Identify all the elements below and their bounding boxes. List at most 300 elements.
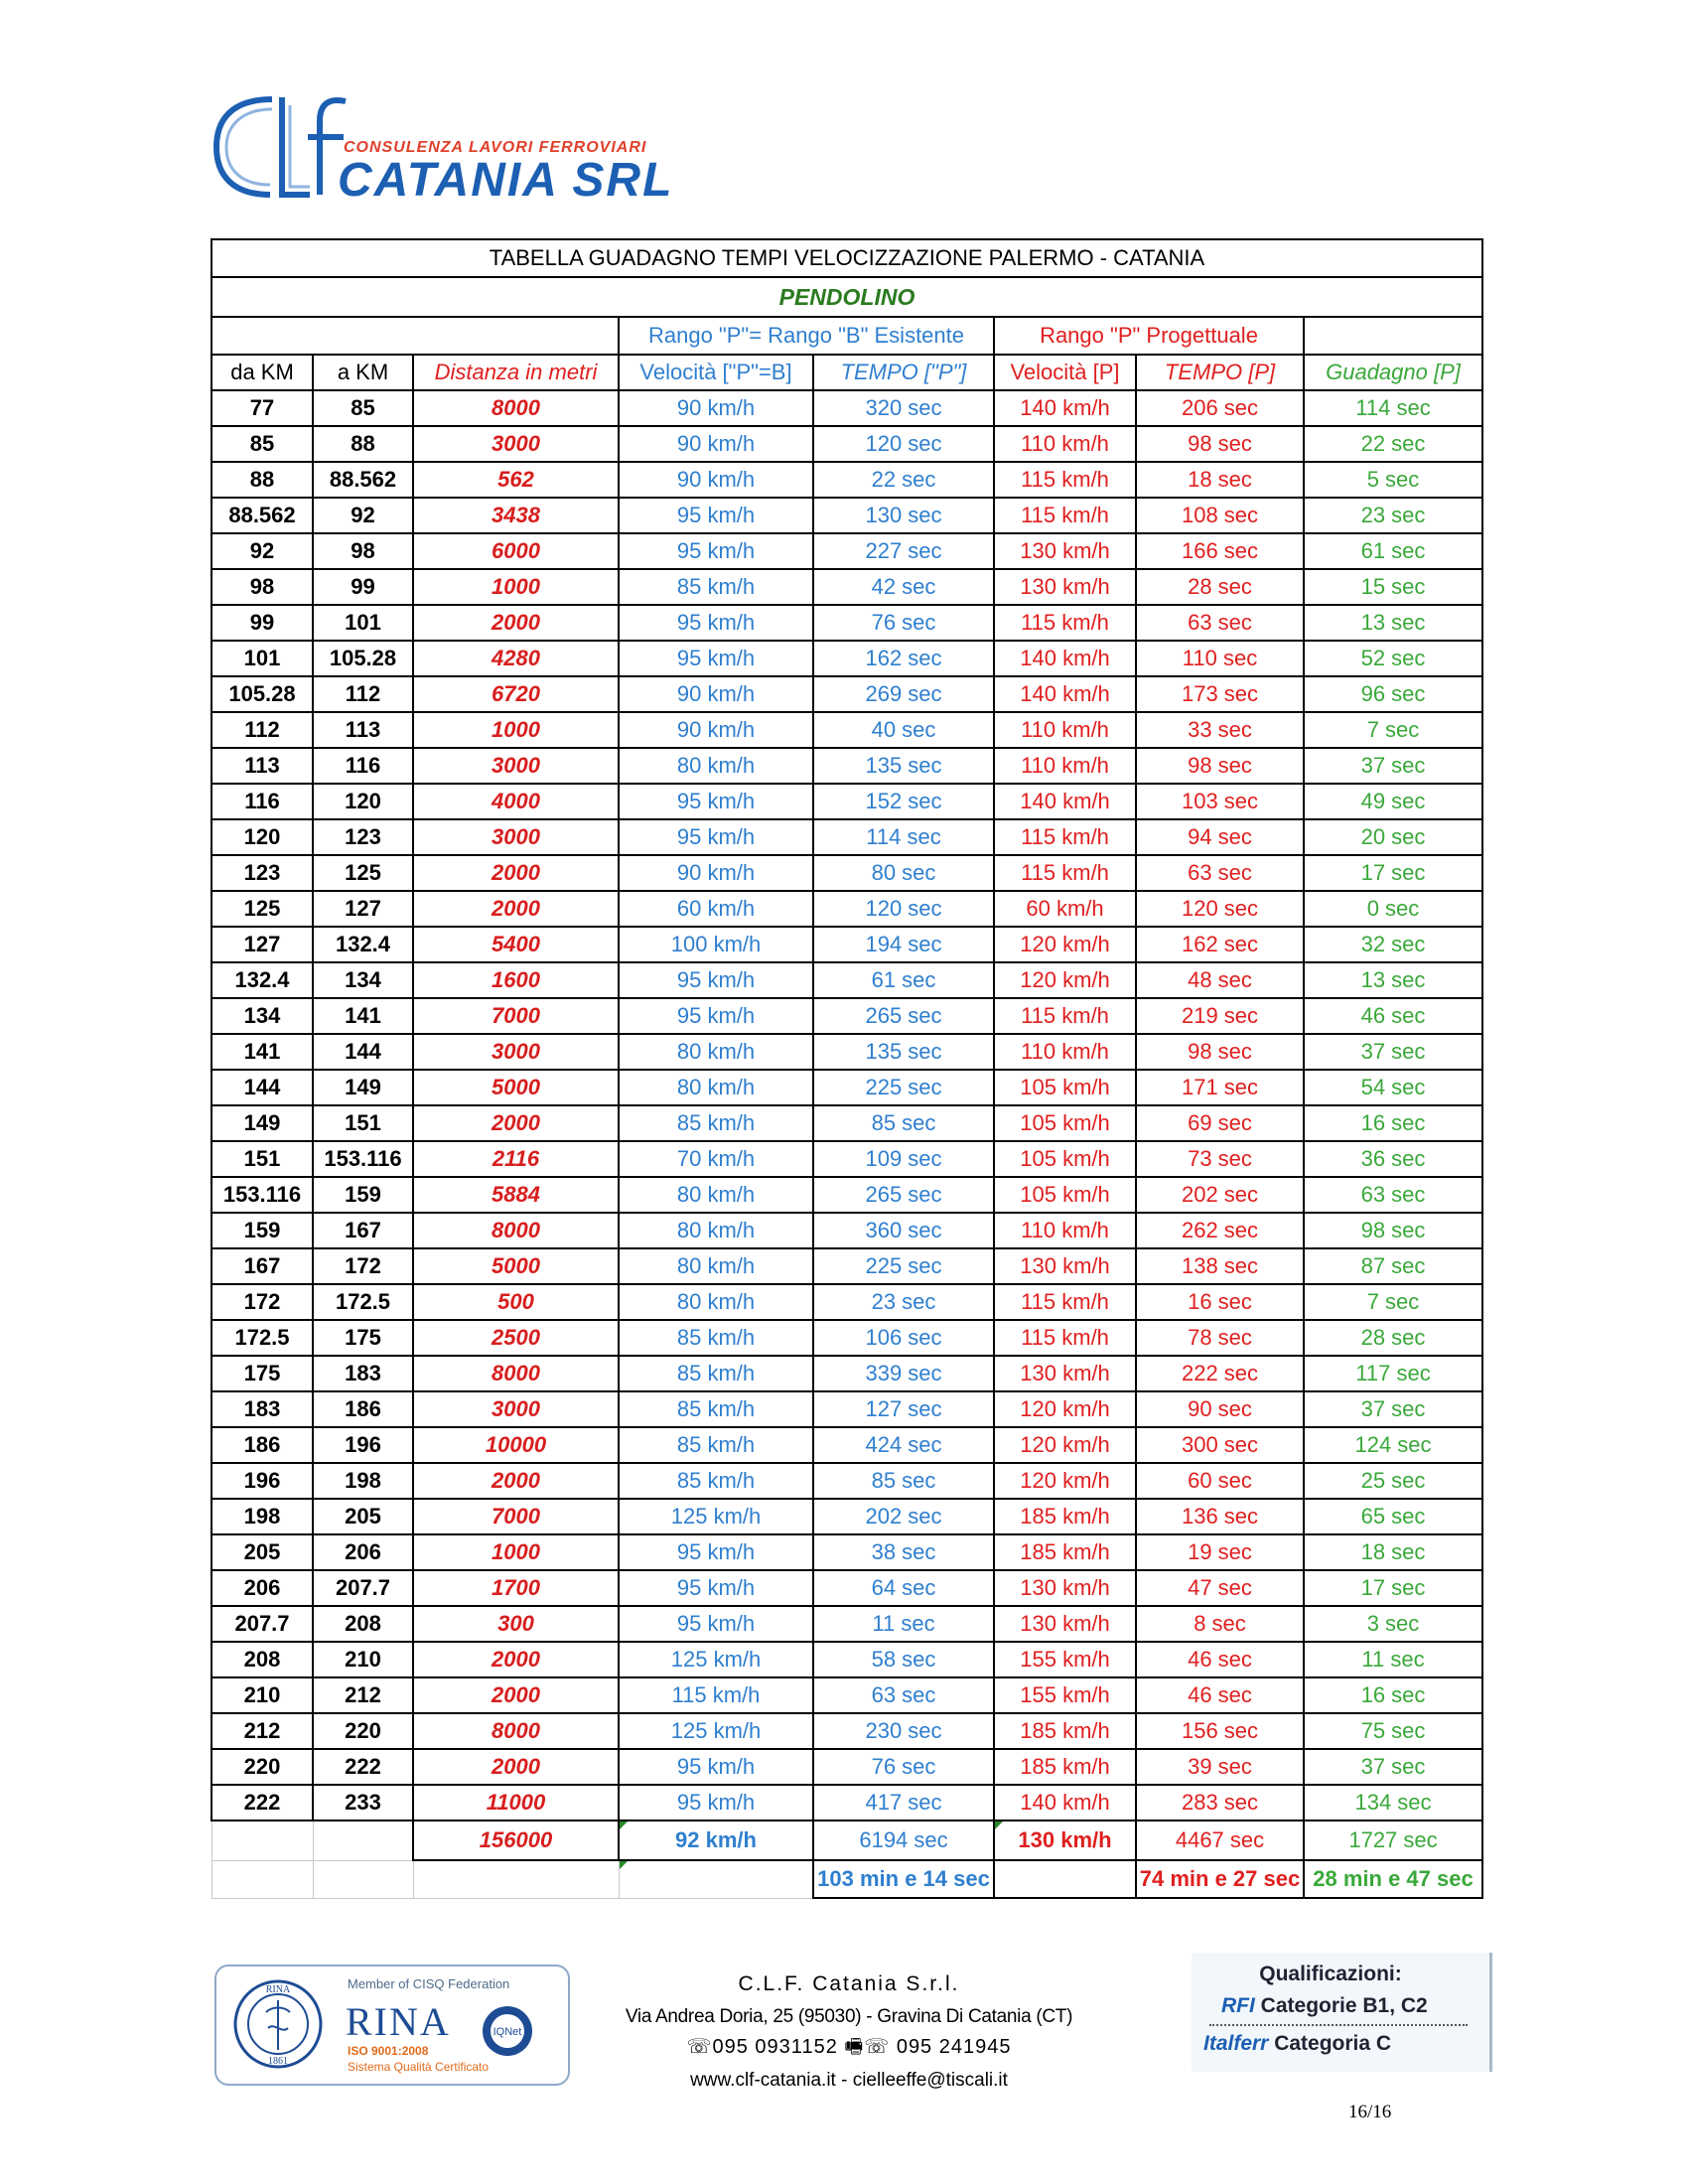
cell-time-p: 90 sec bbox=[1136, 1391, 1304, 1427]
totals-time-p: 4467 sec bbox=[1136, 1820, 1304, 1860]
table-subtitle: PENDOLINO bbox=[211, 277, 1482, 317]
cell-distance: 2000 bbox=[413, 891, 619, 927]
cell-time-p: 18 sec bbox=[1136, 462, 1304, 498]
cell-to-km: 98 bbox=[313, 533, 413, 569]
cell-gain: 17 sec bbox=[1304, 1570, 1482, 1606]
cell-time-p: 33 sec bbox=[1136, 712, 1304, 748]
cell-time-b: 152 sec bbox=[813, 784, 994, 819]
cell-to-km: 141 bbox=[313, 998, 413, 1034]
cell-gain: 65 sec bbox=[1304, 1499, 1482, 1534]
qualification-rfi bbox=[1221, 1994, 1428, 2018]
cell-speed-b: 80 km/h bbox=[619, 1177, 813, 1213]
cell-distance: 1600 bbox=[413, 962, 619, 998]
cell-gain: 37 sec bbox=[1304, 1391, 1482, 1427]
cell-speed-b: 80 km/h bbox=[619, 1284, 813, 1320]
cell-time-p: 46 sec bbox=[1136, 1642, 1304, 1677]
cell-distance: 5000 bbox=[413, 1248, 619, 1284]
cell-speed-p: 115 km/h bbox=[994, 498, 1136, 533]
header-speed-p: Velocità [P] bbox=[994, 355, 1136, 390]
cell-time-p: 171 sec bbox=[1136, 1070, 1304, 1105]
cell-gain: 117 sec bbox=[1304, 1356, 1482, 1391]
cell-time-b: 42 sec bbox=[813, 569, 994, 605]
cell-distance: 2000 bbox=[413, 1677, 619, 1713]
cell-distance: 1700 bbox=[413, 1570, 619, 1606]
qualifications-box bbox=[1192, 1953, 1492, 2072]
cell-distance: 8000 bbox=[413, 1713, 619, 1749]
cell-speed-p: 140 km/h bbox=[994, 390, 1136, 426]
cell-to-km: 123 bbox=[313, 819, 413, 855]
cell-time-p: 98 sec bbox=[1136, 1034, 1304, 1070]
cell-speed-b: 85 km/h bbox=[619, 1105, 813, 1141]
table-row bbox=[211, 1213, 1482, 1248]
cell-time-b: 106 sec bbox=[813, 1320, 994, 1356]
clf-letters-graphic bbox=[211, 91, 350, 201]
cell-time-p: 300 sec bbox=[1136, 1427, 1304, 1463]
cell-time-p: 206 sec bbox=[1136, 390, 1304, 426]
cell-distance: 1000 bbox=[413, 569, 619, 605]
cell-time-b: 61 sec bbox=[813, 962, 994, 998]
qualification-italferr-org: Italferr bbox=[1203, 2032, 1269, 2055]
cell-speed-p: 185 km/h bbox=[994, 1499, 1136, 1534]
cell-speed-b: 95 km/h bbox=[619, 641, 813, 676]
cell-distance: 1000 bbox=[413, 1534, 619, 1570]
table-row bbox=[211, 533, 1482, 569]
cell-time-b: 320 sec bbox=[813, 390, 994, 426]
summary-row bbox=[211, 1860, 1482, 1898]
table-row bbox=[211, 1463, 1482, 1499]
cell-from-km: 88.562 bbox=[211, 498, 313, 533]
section-existing: Rango "P"= Rango "B" Esistente bbox=[619, 317, 994, 355]
cell-distance: 3438 bbox=[413, 498, 619, 533]
cell-to-km: 85 bbox=[313, 390, 413, 426]
cell-distance: 8000 bbox=[413, 1356, 619, 1391]
table-row bbox=[211, 676, 1482, 712]
cell-time-b: 109 sec bbox=[813, 1141, 994, 1177]
cell-distance: 4000 bbox=[413, 784, 619, 819]
cell-time-p: 222 sec bbox=[1136, 1356, 1304, 1391]
rina-member-text: Member of CISQ Federation bbox=[348, 1976, 510, 1991]
cell-from-km: 172 bbox=[211, 1284, 313, 1320]
cell-speed-b: 125 km/h bbox=[619, 1499, 813, 1534]
qualification-rfi-text: Categorie B1, C2 bbox=[1260, 1994, 1428, 2017]
table-row bbox=[211, 1070, 1482, 1105]
cell-speed-b: 90 km/h bbox=[619, 390, 813, 426]
page-number: 16/16 bbox=[1348, 2102, 1392, 2122]
company-phone: ☏095 0931152 🖷☏ 095 241945 bbox=[686, 2036, 1012, 2058]
table-row bbox=[211, 1713, 1482, 1749]
cell-speed-p: 115 km/h bbox=[994, 819, 1136, 855]
cell-distance: 2116 bbox=[413, 1141, 619, 1177]
cell-distance: 6000 bbox=[413, 533, 619, 569]
cell-gain: 49 sec bbox=[1304, 784, 1482, 819]
qualifications-divider bbox=[1209, 2024, 1468, 2026]
cell-speed-p: 130 km/h bbox=[994, 1570, 1136, 1606]
cell-time-p: 136 sec bbox=[1136, 1499, 1304, 1534]
table-row bbox=[211, 748, 1482, 784]
cell-speed-b: 95 km/h bbox=[619, 498, 813, 533]
cell-time-b: 417 sec bbox=[813, 1785, 994, 1820]
cell-time-b: 265 sec bbox=[813, 998, 994, 1034]
cell-speed-b: 95 km/h bbox=[619, 1749, 813, 1785]
cell-distance: 5884 bbox=[413, 1177, 619, 1213]
cell-speed-p: 115 km/h bbox=[994, 1284, 1136, 1320]
cell-gain: 22 sec bbox=[1304, 426, 1482, 462]
cell-time-b: 76 sec bbox=[813, 1749, 994, 1785]
cell-time-p: 19 sec bbox=[1136, 1534, 1304, 1570]
seal-top-text: RINA bbox=[265, 1984, 291, 1995]
cell-distance: 2000 bbox=[413, 1105, 619, 1141]
cell-to-km: 88.562 bbox=[313, 462, 413, 498]
cell-distance: 11000 bbox=[413, 1785, 619, 1820]
cell-distance: 300 bbox=[413, 1606, 619, 1642]
cell-from-km: 153.116 bbox=[211, 1177, 313, 1213]
cell-time-p: 8 sec bbox=[1136, 1606, 1304, 1642]
cell-gain: 0 sec bbox=[1304, 891, 1482, 927]
cell-gain: 25 sec bbox=[1304, 1463, 1482, 1499]
cell-speed-b: 60 km/h bbox=[619, 891, 813, 927]
cell-gain: 134 sec bbox=[1304, 1785, 1482, 1820]
cell-to-km: 153.116 bbox=[313, 1141, 413, 1177]
cell-distance: 7000 bbox=[413, 1499, 619, 1534]
rina-seal-icon bbox=[232, 1978, 324, 2070]
cell-speed-b: 90 km/h bbox=[619, 855, 813, 891]
cell-gain: 96 sec bbox=[1304, 676, 1482, 712]
cell-from-km: 205 bbox=[211, 1534, 313, 1570]
totals-distance: 156000 bbox=[413, 1820, 619, 1860]
cell-from-km: 101 bbox=[211, 641, 313, 676]
cell-distance: 5000 bbox=[413, 1070, 619, 1105]
table-row bbox=[211, 855, 1482, 891]
cell-to-km: 125 bbox=[313, 855, 413, 891]
cell-distance: 5400 bbox=[413, 927, 619, 962]
cell-speed-p: 130 km/h bbox=[994, 533, 1136, 569]
cell-time-p: 108 sec bbox=[1136, 498, 1304, 533]
cell-speed-p: 110 km/h bbox=[994, 748, 1136, 784]
totals-empty-2 bbox=[313, 1820, 413, 1860]
cell-speed-b: 95 km/h bbox=[619, 605, 813, 641]
cell-distance: 8000 bbox=[413, 390, 619, 426]
cell-to-km: 120 bbox=[313, 784, 413, 819]
cell-time-b: 58 sec bbox=[813, 1642, 994, 1677]
cell-from-km: 183 bbox=[211, 1391, 313, 1427]
cell-distance: 2000 bbox=[413, 1642, 619, 1677]
cell-speed-b: 95 km/h bbox=[619, 1785, 813, 1820]
cell-speed-p: 140 km/h bbox=[994, 784, 1136, 819]
cell-from-km: 99 bbox=[211, 605, 313, 641]
cell-time-b: 22 sec bbox=[813, 462, 994, 498]
cell-time-b: 225 sec bbox=[813, 1248, 994, 1284]
header-row bbox=[211, 355, 1482, 390]
logo-name: CATANIA SRL bbox=[338, 154, 674, 207]
cell-speed-p: 110 km/h bbox=[994, 1213, 1136, 1248]
table-row bbox=[211, 1606, 1482, 1642]
cell-speed-p: 130 km/h bbox=[994, 1606, 1136, 1642]
qualification-italferr-text: Categoria C bbox=[1274, 2032, 1392, 2055]
cell-time-p: 120 sec bbox=[1136, 891, 1304, 927]
cell-gain: 37 sec bbox=[1304, 1034, 1482, 1070]
cell-speed-b: 95 km/h bbox=[619, 1534, 813, 1570]
cell-distance: 1000 bbox=[413, 712, 619, 748]
cell-from-km: 134 bbox=[211, 998, 313, 1034]
cell-time-b: 194 sec bbox=[813, 927, 994, 962]
cell-time-b: 225 sec bbox=[813, 1070, 994, 1105]
cell-time-b: 80 sec bbox=[813, 855, 994, 891]
section-spacer bbox=[211, 317, 619, 355]
cell-gain: 13 sec bbox=[1304, 962, 1482, 998]
cell-to-km: 206 bbox=[313, 1534, 413, 1570]
cell-gain: 36 sec bbox=[1304, 1141, 1482, 1177]
cell-speed-b: 90 km/h bbox=[619, 676, 813, 712]
cell-to-km: 167 bbox=[313, 1213, 413, 1248]
table-row bbox=[211, 1320, 1482, 1356]
cell-time-p: 47 sec bbox=[1136, 1570, 1304, 1606]
cell-to-km: 196 bbox=[313, 1427, 413, 1463]
cell-speed-b: 125 km/h bbox=[619, 1642, 813, 1677]
table-row bbox=[211, 784, 1482, 819]
table-title: TABELLA GUADAGNO TEMPI VELOCIZZAZIONE PALERMO - CATANIA bbox=[211, 239, 1482, 277]
cell-to-km: 149 bbox=[313, 1070, 413, 1105]
table-row bbox=[211, 1785, 1482, 1820]
cell-from-km: 212 bbox=[211, 1713, 313, 1749]
cell-from-km: 77 bbox=[211, 390, 313, 426]
cell-to-km: 105.28 bbox=[313, 641, 413, 676]
cell-time-p: 202 sec bbox=[1136, 1177, 1304, 1213]
cell-gain: 75 sec bbox=[1304, 1713, 1482, 1749]
cell-speed-b: 100 km/h bbox=[619, 927, 813, 962]
header-distance: Distanza in metri bbox=[413, 355, 619, 390]
cell-gain: 63 sec bbox=[1304, 1177, 1482, 1213]
totals-time-b: 6194 sec bbox=[813, 1820, 994, 1860]
table-row bbox=[211, 1177, 1482, 1213]
totals-speed-p: 130 km/h bbox=[994, 1820, 1136, 1860]
cell-speed-p: 115 km/h bbox=[994, 605, 1136, 641]
table-row bbox=[211, 712, 1482, 748]
cell-speed-p: 185 km/h bbox=[994, 1749, 1136, 1785]
cell-to-km: 144 bbox=[313, 1034, 413, 1070]
cell-time-p: 28 sec bbox=[1136, 569, 1304, 605]
cell-to-km: 112 bbox=[313, 676, 413, 712]
cell-gain: 15 sec bbox=[1304, 569, 1482, 605]
cell-speed-p: 120 km/h bbox=[994, 1391, 1136, 1427]
cell-distance: 562 bbox=[413, 462, 619, 498]
cell-distance: 7000 bbox=[413, 998, 619, 1034]
cell-speed-p: 105 km/h bbox=[994, 1141, 1136, 1177]
cell-to-km: 198 bbox=[313, 1463, 413, 1499]
summary-empty-1 bbox=[211, 1860, 313, 1898]
cell-from-km: 120 bbox=[211, 819, 313, 855]
cell-speed-p: 115 km/h bbox=[994, 462, 1136, 498]
cell-time-b: 162 sec bbox=[813, 641, 994, 676]
header-time-b: TEMPO ["P"] bbox=[813, 355, 994, 390]
cell-gain: 18 sec bbox=[1304, 1534, 1482, 1570]
cell-speed-b: 95 km/h bbox=[619, 998, 813, 1034]
cell-time-p: 60 sec bbox=[1136, 1463, 1304, 1499]
cell-to-km: 220 bbox=[313, 1713, 413, 1749]
cell-time-b: 120 sec bbox=[813, 891, 994, 927]
summary-time-b: 103 min e 14 sec bbox=[813, 1860, 994, 1898]
cell-gain: 23 sec bbox=[1304, 498, 1482, 533]
cell-speed-b: 80 km/h bbox=[619, 1070, 813, 1105]
cell-time-p: 110 sec bbox=[1136, 641, 1304, 676]
cell-distance: 3000 bbox=[413, 1034, 619, 1070]
cell-from-km: 92 bbox=[211, 533, 313, 569]
cell-time-b: 130 sec bbox=[813, 498, 994, 533]
logo-subtitle: CONSULENZA LAVORI FERROVIARI bbox=[344, 139, 647, 156]
cell-time-b: 202 sec bbox=[813, 1499, 994, 1534]
cell-time-b: 135 sec bbox=[813, 748, 994, 784]
cell-to-km: 172 bbox=[313, 1248, 413, 1284]
cell-distance: 10000 bbox=[413, 1427, 619, 1463]
cell-from-km: 132.4 bbox=[211, 962, 313, 998]
cell-distance: 3000 bbox=[413, 819, 619, 855]
cell-time-b: 76 sec bbox=[813, 605, 994, 641]
cell-time-p: 103 sec bbox=[1136, 784, 1304, 819]
cell-speed-p: 110 km/h bbox=[994, 1034, 1136, 1070]
cell-from-km: 208 bbox=[211, 1642, 313, 1677]
header-a-km: a KM bbox=[313, 355, 413, 390]
cell-to-km: 88 bbox=[313, 426, 413, 462]
cell-speed-p: 115 km/h bbox=[994, 855, 1136, 891]
cell-from-km: 175 bbox=[211, 1356, 313, 1391]
cell-speed-b: 95 km/h bbox=[619, 819, 813, 855]
summary-empty-5 bbox=[994, 1860, 1136, 1898]
qualification-rfi-org: RFI bbox=[1221, 1994, 1255, 2017]
cell-from-km: 144 bbox=[211, 1070, 313, 1105]
cell-time-p: 48 sec bbox=[1136, 962, 1304, 998]
cell-from-km: 149 bbox=[211, 1105, 313, 1141]
table-row bbox=[211, 998, 1482, 1034]
cell-speed-p: 110 km/h bbox=[994, 712, 1136, 748]
cell-from-km: 98 bbox=[211, 569, 313, 605]
table-row bbox=[211, 426, 1482, 462]
totals-row bbox=[211, 1820, 1482, 1860]
company-address: Via Andrea Doria, 25 (95030) - Gravina Di Catania (CT) bbox=[625, 2006, 1073, 2027]
cell-from-km: 105.28 bbox=[211, 676, 313, 712]
header-time-p: TEMPO [P] bbox=[1136, 355, 1304, 390]
cell-to-km: 99 bbox=[313, 569, 413, 605]
table-row bbox=[211, 1499, 1482, 1534]
cell-speed-p: 120 km/h bbox=[994, 927, 1136, 962]
speed-gain-table bbox=[211, 238, 1483, 1899]
cell-speed-p: 140 km/h bbox=[994, 641, 1136, 676]
company-logo bbox=[211, 91, 687, 211]
cell-from-km: 172.5 bbox=[211, 1320, 313, 1356]
table-row bbox=[211, 1642, 1482, 1677]
table-row bbox=[211, 390, 1482, 426]
table-row bbox=[211, 1356, 1482, 1391]
table-row bbox=[211, 462, 1482, 498]
cell-from-km: 222 bbox=[211, 1785, 313, 1820]
cell-to-km: 134 bbox=[313, 962, 413, 998]
cell-gain: 87 sec bbox=[1304, 1248, 1482, 1284]
cell-speed-p: 120 km/h bbox=[994, 962, 1136, 998]
company-name: C.L.F. Catania S.r.l. bbox=[738, 1972, 960, 1995]
cell-speed-b: 95 km/h bbox=[619, 533, 813, 569]
cell-speed-b: 95 km/h bbox=[619, 1570, 813, 1606]
cell-from-km: 167 bbox=[211, 1248, 313, 1284]
cell-time-b: 11 sec bbox=[813, 1606, 994, 1642]
table-row bbox=[211, 498, 1482, 533]
rina-certification-badge bbox=[214, 1965, 570, 2086]
table-row bbox=[211, 891, 1482, 927]
cell-to-km: 159 bbox=[313, 1177, 413, 1213]
cell-to-km: 208 bbox=[313, 1606, 413, 1642]
cell-speed-b: 85 km/h bbox=[619, 1356, 813, 1391]
cell-time-b: 227 sec bbox=[813, 533, 994, 569]
cell-time-b: 265 sec bbox=[813, 1177, 994, 1213]
cell-from-km: 123 bbox=[211, 855, 313, 891]
totals-gain: 1727 sec bbox=[1304, 1820, 1482, 1860]
cell-time-b: 269 sec bbox=[813, 676, 994, 712]
section-gain-spacer bbox=[1304, 317, 1482, 355]
cell-speed-b: 85 km/h bbox=[619, 1463, 813, 1499]
cell-time-b: 424 sec bbox=[813, 1427, 994, 1463]
cell-time-b: 135 sec bbox=[813, 1034, 994, 1070]
cell-gain: 13 sec bbox=[1304, 605, 1482, 641]
cell-to-km: 183 bbox=[313, 1356, 413, 1391]
cell-gain: 11 sec bbox=[1304, 1642, 1482, 1677]
summary-time-p: 74 min e 27 sec bbox=[1136, 1860, 1304, 1898]
cell-gain: 5 sec bbox=[1304, 462, 1482, 498]
cell-gain: 17 sec bbox=[1304, 855, 1482, 891]
cell-speed-p: 120 km/h bbox=[994, 1427, 1136, 1463]
cell-gain: 61 sec bbox=[1304, 533, 1482, 569]
cell-speed-b: 85 km/h bbox=[619, 1427, 813, 1463]
summary-empty-4 bbox=[619, 1860, 813, 1898]
cell-to-km: 116 bbox=[313, 748, 413, 784]
table-row bbox=[211, 1677, 1482, 1713]
table-row bbox=[211, 641, 1482, 676]
table-row bbox=[211, 1570, 1482, 1606]
cell-distance: 2000 bbox=[413, 1463, 619, 1499]
cell-gain: 7 sec bbox=[1304, 712, 1482, 748]
cell-time-b: 85 sec bbox=[813, 1463, 994, 1499]
cell-from-km: 88 bbox=[211, 462, 313, 498]
cell-speed-p: 130 km/h bbox=[994, 1356, 1136, 1391]
cell-gain: 20 sec bbox=[1304, 819, 1482, 855]
cell-time-p: 173 sec bbox=[1136, 676, 1304, 712]
cell-speed-b: 80 km/h bbox=[619, 1248, 813, 1284]
cell-speed-p: 155 km/h bbox=[994, 1642, 1136, 1677]
cell-speed-p: 185 km/h bbox=[994, 1713, 1136, 1749]
cell-to-km: 175 bbox=[313, 1320, 413, 1356]
cell-speed-p: 140 km/h bbox=[994, 676, 1136, 712]
cell-gain: 124 sec bbox=[1304, 1427, 1482, 1463]
cell-gain: 32 sec bbox=[1304, 927, 1482, 962]
summary-empty-2 bbox=[313, 1860, 413, 1898]
cell-speed-p: 110 km/h bbox=[994, 426, 1136, 462]
cell-gain: 54 sec bbox=[1304, 1070, 1482, 1105]
qualification-italferr bbox=[1203, 2032, 1391, 2056]
cell-time-p: 78 sec bbox=[1136, 1320, 1304, 1356]
cell-from-km: 85 bbox=[211, 426, 313, 462]
table-row bbox=[211, 1105, 1482, 1141]
cell-time-p: 166 sec bbox=[1136, 533, 1304, 569]
cell-from-km: 207.7 bbox=[211, 1606, 313, 1642]
cell-gain: 16 sec bbox=[1304, 1105, 1482, 1141]
cell-to-km: 233 bbox=[313, 1785, 413, 1820]
table-row bbox=[211, 569, 1482, 605]
cell-time-p: 94 sec bbox=[1136, 819, 1304, 855]
table-row bbox=[211, 1391, 1482, 1427]
cell-time-p: 162 sec bbox=[1136, 927, 1304, 962]
cell-time-p: 69 sec bbox=[1136, 1105, 1304, 1141]
cell-time-p: 262 sec bbox=[1136, 1213, 1304, 1248]
cell-speed-b: 95 km/h bbox=[619, 784, 813, 819]
cell-to-km: 205 bbox=[313, 1499, 413, 1534]
cell-to-km: 186 bbox=[313, 1391, 413, 1427]
cell-time-p: 283 sec bbox=[1136, 1785, 1304, 1820]
